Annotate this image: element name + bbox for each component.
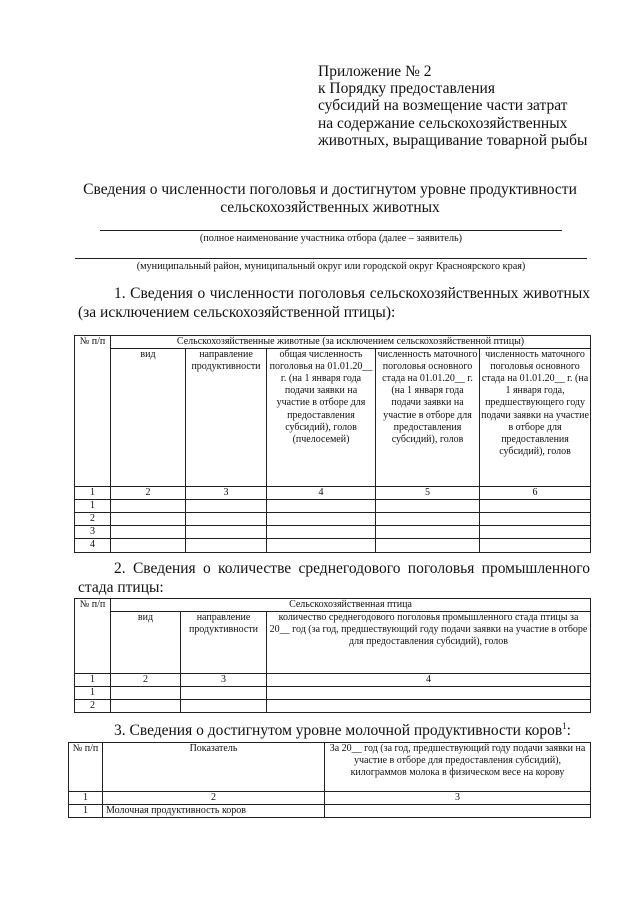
- table1-group-header: Сельскохозяйственные животные (за исключением сельскохозяйственной птицы): [111, 336, 591, 349]
- table2-num-header: № п/п: [75, 599, 111, 674]
- row-number: 2: [75, 513, 111, 526]
- table1-index-cell: 2: [111, 487, 186, 500]
- table3-num-header: № п/п: [69, 743, 103, 792]
- section2-heading-line2: стада птицы:: [78, 578, 164, 596]
- section3-footnote-mark: 1: [562, 721, 567, 731]
- row-number: 2: [75, 700, 111, 713]
- table1-num-header: № п/п: [75, 336, 111, 487]
- section3-table: [68, 742, 591, 818]
- table1-col-kind: вид: [111, 349, 186, 487]
- district-line: [75, 258, 587, 259]
- applicant-name-line: [100, 230, 562, 231]
- table3-index-cell: 3: [325, 792, 591, 805]
- table-row: [75, 526, 591, 539]
- section1-heading-line2: (за исключением сельскохозяйственной птицы):: [78, 303, 396, 321]
- row-number: 1: [75, 500, 111, 513]
- table2-index-cell: 4: [267, 674, 591, 687]
- table2-index-cell: 2: [111, 674, 181, 687]
- table-row: [75, 539, 591, 552]
- table1-index-cell: 1: [75, 487, 111, 500]
- table1-col-direction: направление продуктивности: [186, 349, 267, 487]
- table3-index-cell: 1: [69, 792, 103, 805]
- table1-col-total-count: общая численность поголовья на 01.01.20__ г. (на 1 января года подачи заявки на участие в отборе для предоставления субсидий), голов (пчелосемей): [267, 349, 376, 487]
- section1-table: [74, 335, 591, 553]
- table1-col-breeding-count: численность маточного поголовья основного стада на 01.01.20__ г. (на 1 января года подачи заявки на участие в отборе для предоставления субсидий), голов: [376, 349, 480, 487]
- table-row: [75, 700, 591, 713]
- table1-index-cell: 3: [186, 487, 267, 500]
- section2-table: [74, 598, 591, 713]
- table2-col-kind: вид: [111, 612, 181, 674]
- table-row: [75, 687, 591, 700]
- row-number: 3: [75, 526, 111, 539]
- table3-col-yield: За 20__ год (за год, предшествующий году подачи заявки на участие в отборе для предоставления субсидий), килограммов молока в физическом весе на корову: [325, 743, 591, 792]
- section3-heading-text: 3. Сведения о достигнутом уровне молочной продуктивности коров: [114, 722, 563, 740]
- table1-col-breeding-prev-count: численность маточного поголовья основного стада на 01.01.20__ г. (на 1 января года, предшествующего году подачи заявки на участие в отборе для предоставления субсидий), голов: [480, 349, 591, 487]
- appendix-note: Приложение № 2 к Порядку предоставления субсидий на возмещение части затрат на содержание сельскохозяйственных животных, выращивание товарной рыбы: [318, 63, 588, 149]
- table1-index-cell: 5: [376, 487, 480, 500]
- table1-index-cell: 4: [267, 487, 376, 500]
- table-row: [75, 500, 591, 513]
- row-number: 4: [75, 539, 111, 552]
- table-row: [75, 513, 591, 526]
- table-row: [69, 805, 591, 818]
- table2-group-header: Сельскохозяйственная птица: [111, 599, 591, 612]
- table1-index-cell: 6: [480, 487, 591, 500]
- district-caption: (муниципальный район, муниципальный округ или городской округ Красноярского края): [136, 261, 526, 272]
- table2-col-direction: направление продуктивности: [181, 612, 267, 674]
- row-number: 1: [75, 687, 111, 700]
- table2-index-cell: 1: [75, 674, 111, 687]
- table2-col-average-count: количество среднегодового поголовья промышленного стада птицы за 20__ год (за год, предшествующий году подачи заявки на участие в отборе для предоставления субсидий), голов: [267, 612, 591, 674]
- table3-index-cell: 2: [103, 792, 325, 805]
- section2-heading: [78, 560, 590, 597]
- section1-heading: [78, 285, 590, 322]
- applicant-caption: (полное наименование участника отбора (далее – заявитель): [199, 233, 463, 244]
- section3-heading: [114, 717, 594, 741]
- table2-index-cell: 3: [181, 674, 267, 687]
- section3-heading-suffix: :: [566, 722, 571, 740]
- section1-heading-line1: 1. Сведения о численности поголовья сельскохозяйственных животных: [114, 285, 590, 302]
- indicator-label: Молочная продуктивность коров: [103, 805, 325, 818]
- document-title: Сведения о численности поголовья и достигнутом уровне продуктивности сельскохозяйственных животных: [83, 181, 577, 216]
- section2-heading-line1: 2. Сведения о количестве среднегодового поголовья промышленного: [114, 560, 590, 577]
- table3-col-indicator: Показатель: [103, 743, 325, 792]
- row-number: 1: [69, 805, 103, 818]
